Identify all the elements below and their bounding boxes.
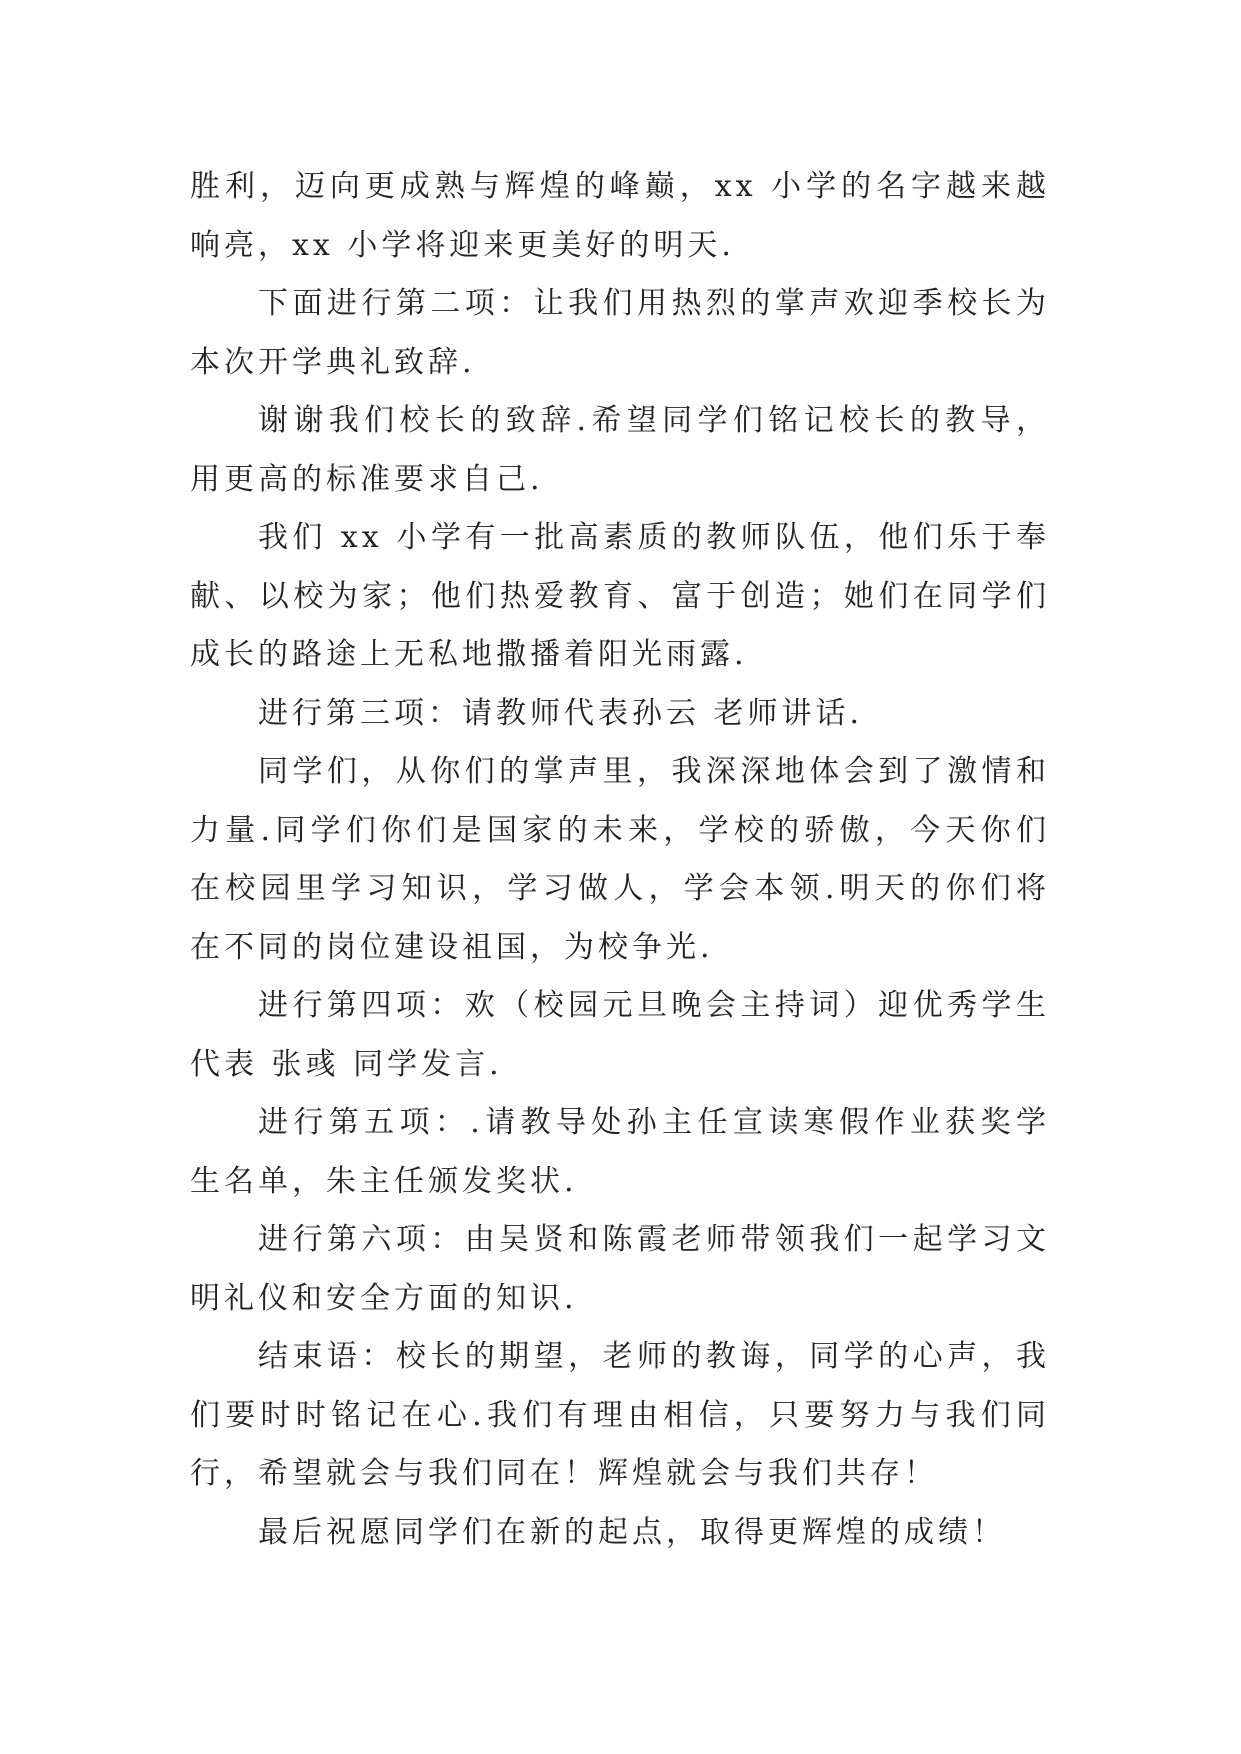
paragraph-8: 进行第五项：.请教导处孙主任宣读寒假作业获奖学生名单，朱主任颁发奖状. [190, 1105, 1050, 1199]
paragraph-3: 谢谢我们校长的致辞.希望同学们铭记校长的教导，用更高的标准要求自己. [190, 403, 1050, 497]
paragraph-7: 进行第四项：欢（校园元旦晚会主持词）迎优秀学生代表 张彧 同学发言. [190, 988, 1050, 1082]
paragraph-2: 下面进行第二项：让我们用热烈的掌声欢迎季校长为本次开学典礼致辞. [190, 286, 1050, 380]
document-body [190, 158, 1050, 1562]
paragraph-5: 进行第三项：请教师代表孙云 老师讲话. [258, 695, 864, 731]
paragraph-1: 胜利，迈向更成熟与辉煌的峰巅，xx 小学的名字越来越响亮，xx 小学将迎来更美好的明天. [190, 169, 1050, 263]
paragraph-4: 我们 xx 小学有一批高素质的教师队伍，他们乐于奉献、以校为家；他们热爱教育、富于创造；她们在同学们成长的路途上无私地撒播着阳光雨露. [190, 520, 1050, 672]
paragraph-11: 最后祝愿同学们在新的起点，取得更辉煌的成绩！ [258, 1514, 1006, 1550]
paragraph-9: 进行第六项：由吴贤和陈霞老师带领我们一起学习文明礼仪和安全方面的知识. [190, 1222, 1050, 1316]
paragraph-10: 结束语：校长的期望，老师的教诲，同学的心声，我们要时时铭记在心.我们有理由相信，只要努力与我们同行，希望就会与我们同在！辉煌就会与我们共存！ [190, 1339, 1050, 1491]
paragraph-6: 同学们，从你们的掌声里，我深深地体会到了激情和力量.同学们你们是国家的未来，学校的骄傲，今天你们在校园里学习知识，学习做人，学会本领.明天的你们将在不同的岗位建设祖国，为校争光. [190, 754, 1050, 965]
